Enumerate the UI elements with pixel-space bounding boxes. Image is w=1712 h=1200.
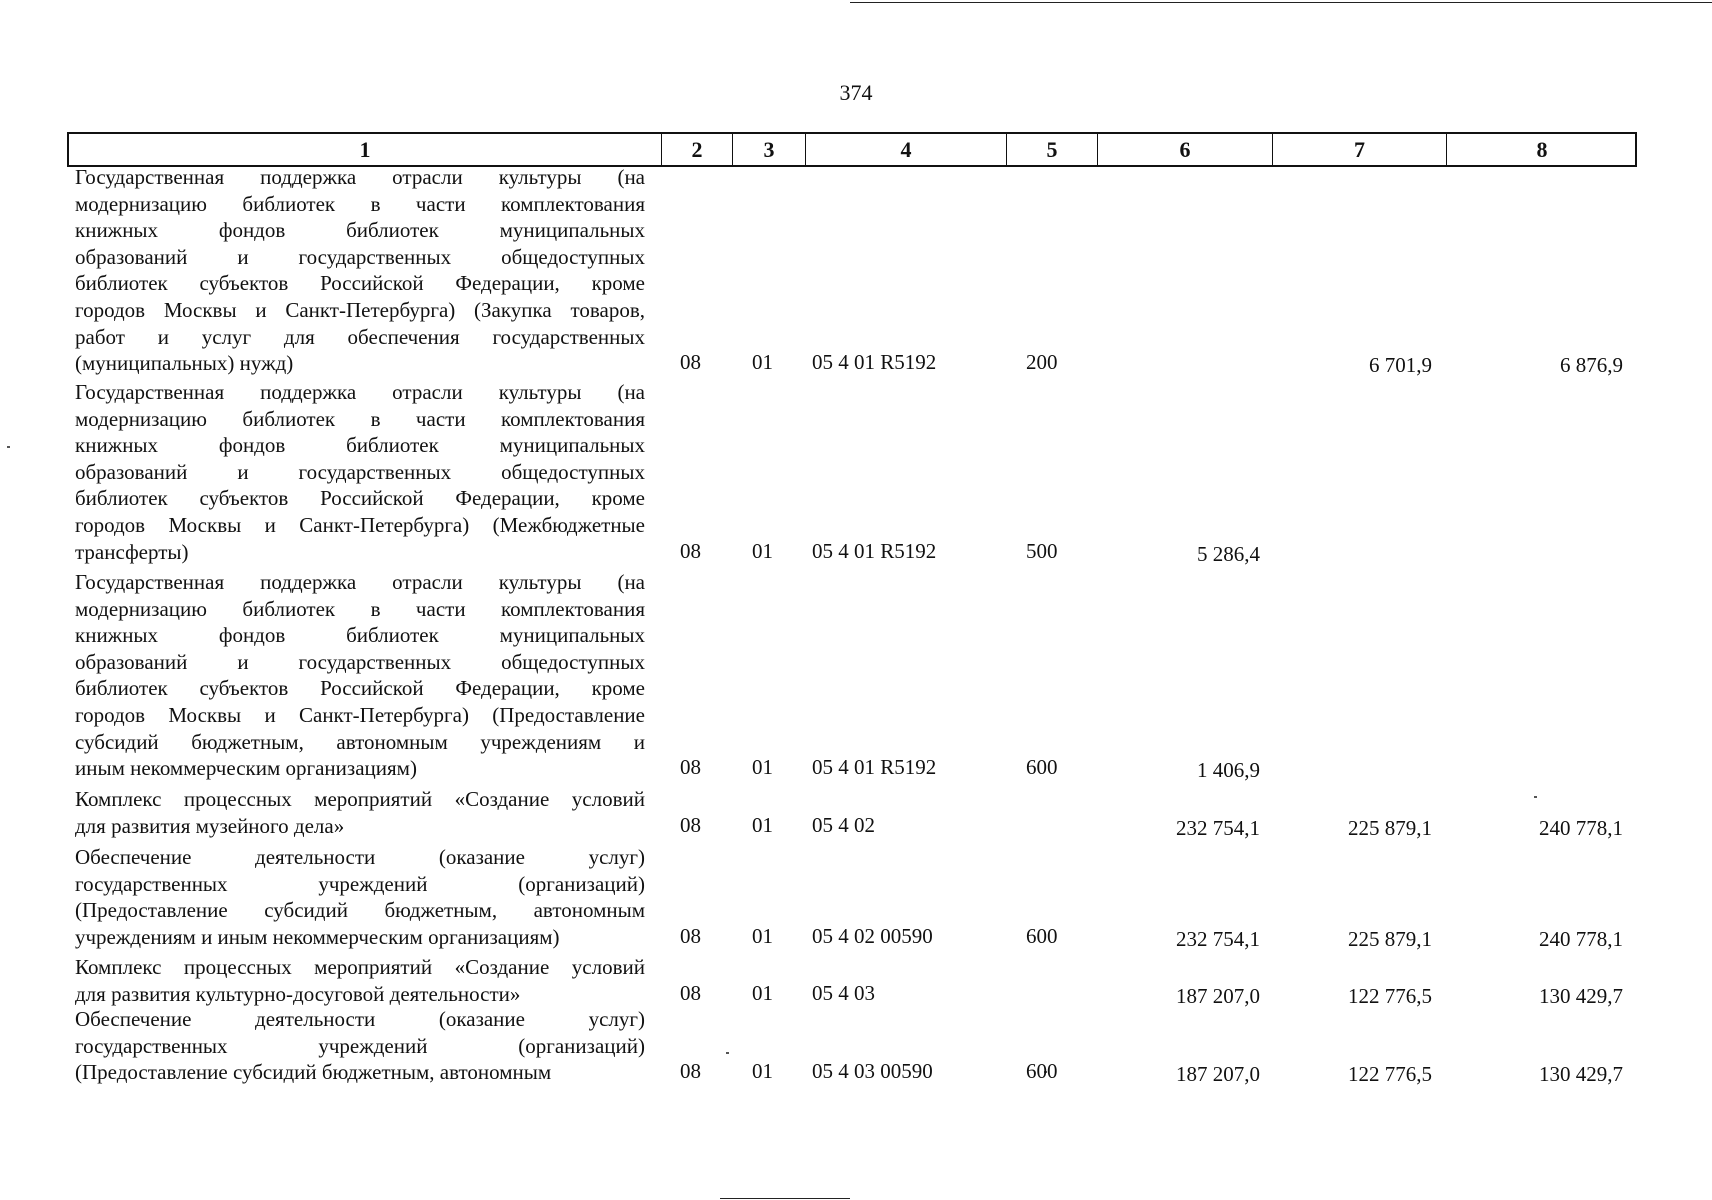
description-line: образований и государственных общедоступных <box>75 244 645 269</box>
cell-c2: 08 <box>680 538 701 563</box>
row-description <box>75 379 645 565</box>
header-col-4: 4 <box>805 134 1006 165</box>
description-line: городов Москвы и Санкт-Петербурга) (Межбюджетные <box>75 512 645 537</box>
cell-c2: 08 <box>680 755 701 780</box>
description-line: государственных учреждений (организаций) <box>75 871 645 896</box>
description-line: для развития музейного дела» <box>75 813 345 838</box>
description-line: библиотек субъектов Российской Федерации, кроме <box>75 676 645 701</box>
description-line: для развития культурно-досуговой деятельности» <box>75 981 521 1006</box>
header-col-2: 2 <box>661 134 732 165</box>
cell-c5: 600 <box>1026 1059 1058 1084</box>
description-line: образований и государственных общедоступных <box>75 459 645 484</box>
description-line: иным некоммерческим организациям) <box>75 756 417 781</box>
description-line: образований и государственных общедоступных <box>75 649 645 674</box>
description-line: учреждениям и иным некоммерческим организациям) <box>75 924 560 949</box>
description-line: (муниципальных) нужд) <box>75 351 294 376</box>
header-col-5: 5 <box>1006 134 1097 165</box>
cell-c2: 08 <box>680 350 701 375</box>
description-line: работ и услуг для обеспечения государственных <box>75 324 645 349</box>
description-line: книжных фондов библиотек муниципальных <box>75 218 645 243</box>
cell-c6: 5 286,4 <box>1197 541 1260 566</box>
cell-c3: 01 <box>752 812 773 837</box>
row-description <box>75 1006 645 1086</box>
header-col-1: 1 <box>359 137 371 162</box>
description-line: модернизацию библиотек в части комплектования <box>75 191 645 216</box>
cell-c5: 500 <box>1026 538 1058 563</box>
cell-c8: 130 429,7 <box>1539 983 1623 1008</box>
description-line: книжных фондов библиотек муниципальных <box>75 433 645 458</box>
cell-c6: 187 207,0 <box>1176 1062 1260 1087</box>
cell-c4: 05 4 02 <box>812 812 875 837</box>
cell-c7: 225 879,1 <box>1348 926 1432 951</box>
header-col-7: 7 <box>1272 134 1446 165</box>
description-line: Обеспечение деятельности (оказание услуг) <box>75 1007 645 1031</box>
description-line: модернизацию библиотек в части комплектования <box>75 406 645 431</box>
description-line: трансферты) <box>75 539 189 564</box>
cell-c6: 232 754,1 <box>1176 815 1260 840</box>
cell-c8: 240 778,1 <box>1539 926 1623 951</box>
description-line: Государственная поддержка отрасли культуры (на <box>75 380 645 404</box>
description-line: Комплекс процессных мероприятий «Создание условий <box>75 955 645 979</box>
header-col-3: 3 <box>732 134 805 165</box>
cell-c8: 130 429,7 <box>1539 1062 1623 1087</box>
cell-c7: 122 776,5 <box>1348 983 1432 1008</box>
cell-c3: 01 <box>752 538 773 563</box>
table-header <box>67 132 1637 167</box>
cell-c3: 01 <box>752 1059 773 1084</box>
cell-c4: 05 4 02 00590 <box>812 923 933 948</box>
description-line: (Предоставление субсидий бюджетным, автономным <box>75 1060 552 1085</box>
cell-c5: 600 <box>1026 755 1058 780</box>
row-description <box>75 786 645 839</box>
page-number: 374 <box>839 80 873 105</box>
cell-c6: 1 406,9 <box>1197 758 1260 783</box>
description-line: Государственная поддержка отрасли культуры (на <box>75 165 645 189</box>
description-line: библиотек субъектов Российской Федерации, кроме <box>75 271 645 296</box>
cell-c3: 01 <box>752 755 773 780</box>
cell-c8: 240 778,1 <box>1539 815 1623 840</box>
cell-c7: 122 776,5 <box>1348 1062 1432 1087</box>
cell-c2: 08 <box>680 980 701 1005</box>
description-line: Комплекс процессных мероприятий «Создание условий <box>75 787 645 811</box>
cell-c2: 08 <box>680 812 701 837</box>
row-description <box>75 164 645 377</box>
cell-c8: 6 876,9 <box>1560 353 1623 378</box>
scan-speck <box>1534 796 1537 798</box>
cell-c6: 232 754,1 <box>1176 926 1260 951</box>
description-line: Обеспечение деятельности (оказание услуг) <box>75 845 645 869</box>
description-line: городов Москвы и Санкт-Петербурга) (Предоставление <box>75 702 645 727</box>
cell-c3: 01 <box>752 923 773 948</box>
cell-c4: 05 4 01 R5192 <box>812 538 937 563</box>
scan-speck <box>7 446 10 448</box>
header-col-6: 6 <box>1097 134 1272 165</box>
cell-c4: 05 4 03 00590 <box>812 1059 933 1084</box>
description-line: государственных учреждений (организаций) <box>75 1033 645 1058</box>
cell-c7: 6 701,9 <box>1369 353 1432 378</box>
scan-edge-line-bottom <box>720 1198 850 1199</box>
scan-edge-line-top <box>850 2 1712 3</box>
description-line: библиотек субъектов Российской Федерации, кроме <box>75 486 645 511</box>
cell-c2: 08 <box>680 923 701 948</box>
cell-c6: 187 207,0 <box>1176 983 1260 1008</box>
cell-c5: 200 <box>1026 350 1058 375</box>
cell-c3: 01 <box>752 980 773 1005</box>
description-line: модернизацию библиотек в части комплектования <box>75 596 645 621</box>
description-line: городов Москвы и Санкт-Петербурга) (Закупка товаров, <box>75 297 645 322</box>
cell-c5: 600 <box>1026 923 1058 948</box>
description-line: книжных фондов библиотек муниципальных <box>75 623 645 648</box>
scan-speck <box>726 1052 729 1054</box>
row-description <box>75 954 645 1007</box>
row-description <box>75 569 645 782</box>
description-line: субсидий бюджетным, автономным учреждениям и <box>75 729 645 754</box>
row-description <box>75 844 645 950</box>
cell-c7: 225 879,1 <box>1348 815 1432 840</box>
cell-c4: 05 4 01 R5192 <box>812 350 937 375</box>
header-col-8: 8 <box>1446 134 1637 165</box>
description-line: Государственная поддержка отрасли культуры (на <box>75 570 645 594</box>
cell-c4: 05 4 01 R5192 <box>812 755 937 780</box>
description-line: (Предоставление субсидий бюджетным, автономным <box>75 898 645 923</box>
cell-c2: 08 <box>680 1059 701 1084</box>
cell-c3: 01 <box>752 350 773 375</box>
cell-c4: 05 4 03 <box>812 980 875 1005</box>
